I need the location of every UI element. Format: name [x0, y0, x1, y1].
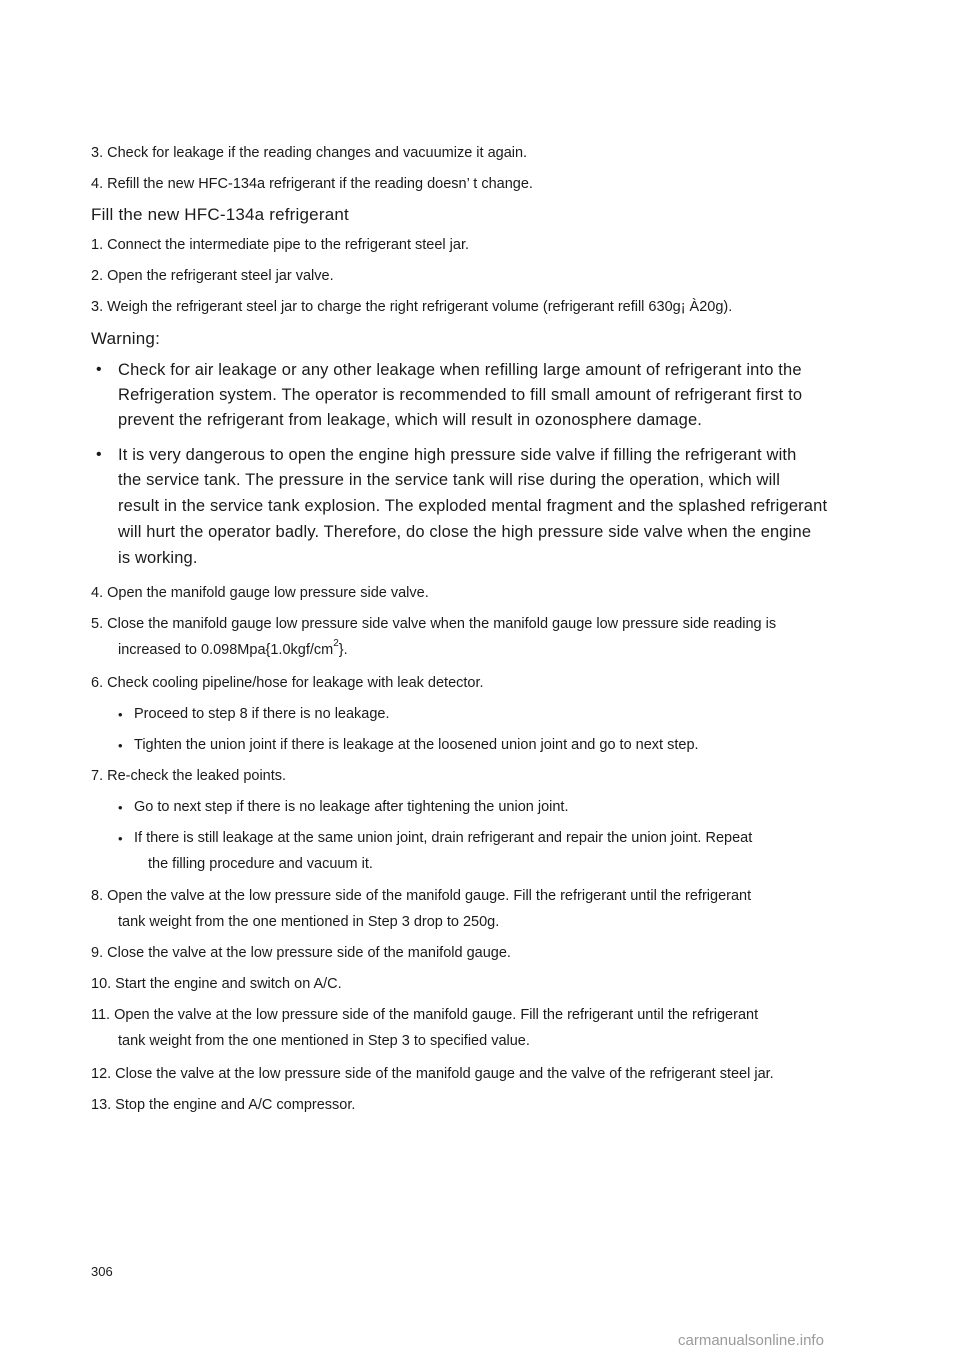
watermark: carmanualsonline.info — [678, 1332, 824, 1349]
step-6-bullet-2: Tighten the union joint if there is leakage at the loosened union joint and go to next step. — [134, 737, 699, 753]
step-5-line-1: 5. Close the manifold gauge low pressure side valve when the manifold gauge low pressure side reading is — [91, 616, 777, 632]
step-12: 12. Close the valve at the low pressure side of the manifold gauge and the valve of the refrigerant steel jar. — [91, 1066, 774, 1082]
step-5-close: }. — [338, 642, 348, 658]
step-11-line-1: 11. Open the valve at the low pressure side of the manifold gauge. Fill the refrigerant until the refrigerant — [91, 1007, 759, 1023]
warning-1-line-2: Refrigeration system. The operator is recommended to fill small amount of refrigerant first to — [118, 386, 803, 404]
bullet-icon: • — [96, 361, 102, 378]
fill-step-2: 2. Open the refrigerant steel jar valve. — [91, 268, 334, 284]
page-number: 306 — [91, 1264, 113, 1279]
bullet-icon: • — [118, 707, 123, 722]
intro-step-4: 4. Refill the new HFC-134a refrigerant if the reading doesn’ t change. — [91, 176, 533, 192]
warning-2-line-3: result in the service tank explosion. The exploded mental fragment and the splashed refrigerant — [118, 497, 828, 515]
warning-2-line-1: It is very dangerous to open the engine high pressure side valve if filling the refrigerant with — [118, 446, 797, 464]
fill-step-3: 3. Weigh the refrigerant steel jar to charge the right refrigerant volume (refrigerant refill 630g¡ À20g). — [91, 299, 733, 315]
warning-1-line-3: prevent the refrigerant from leakage, which will result in ozonosphere damage. — [118, 411, 703, 429]
section-title: Fill the new HFC-134a refrigerant — [91, 205, 349, 224]
bullet-icon: • — [96, 446, 102, 463]
step-10: 10. Start the engine and switch on A/C. — [91, 976, 342, 992]
bullet-icon: • — [118, 800, 123, 815]
bullet-icon: • — [118, 831, 123, 846]
intro-step-3: 3. Check for leakage if the reading changes and vacuumize it again. — [91, 145, 528, 161]
step-7-bullet-2-line-2: the filling procedure and vacuum it. — [148, 856, 373, 872]
step-7-bullet-1: Go to next step if there is no leakage after tightening the union joint. — [134, 799, 569, 815]
step-8-line-2: tank weight from the one mentioned in Step 3 drop to 250g. — [118, 914, 500, 930]
superscript-2: 2 — [333, 638, 339, 650]
step-11-line-2: tank weight from the one mentioned in Step 3 to specified value. — [118, 1033, 530, 1049]
step-7-bullet-2-line-1: If there is still leakage at the same union joint, drain refrigerant and repair the union joint. Repeat — [134, 830, 753, 846]
step-8-line-1: 8. Open the valve at the low pressure side of the manifold gauge. Fill the refrigerant until the refrigerant — [91, 888, 752, 904]
step-7: 7. Re-check the leaked points. — [91, 768, 287, 784]
warning-2-line-5: is working. — [118, 549, 198, 567]
step-5-line-2 — [118, 638, 348, 658]
bullet-icon: • — [118, 738, 123, 753]
warning-title: Warning: — [91, 329, 160, 348]
warning-2-line-4: will hurt the operator badly. Therefore, do close the high pressure side valve when the engine — [118, 523, 812, 541]
step-6-bullet-1: Proceed to step 8 if there is no leakage. — [134, 706, 390, 722]
warning-2-line-2: the service tank. The pressure in the service tank will rise during the operation, which will — [118, 471, 781, 489]
step-5-text: increased to 0.098Mpa{1.0kgf/cm — [118, 642, 334, 658]
warning-1-line-1: Check for air leakage or any other leakage when refilling large amount of refrigerant into the — [118, 361, 802, 379]
step-13: 13. Stop the engine and A/C compressor. — [91, 1097, 356, 1113]
step-6: 6. Check cooling pipeline/hose for leakage with leak detector. — [91, 675, 484, 691]
step-9: 9. Close the valve at the low pressure side of the manifold gauge. — [91, 945, 511, 961]
fill-step-1: 1. Connect the intermediate pipe to the refrigerant steel jar. — [91, 237, 470, 253]
step-4: 4. Open the manifold gauge low pressure side valve. — [91, 585, 429, 601]
